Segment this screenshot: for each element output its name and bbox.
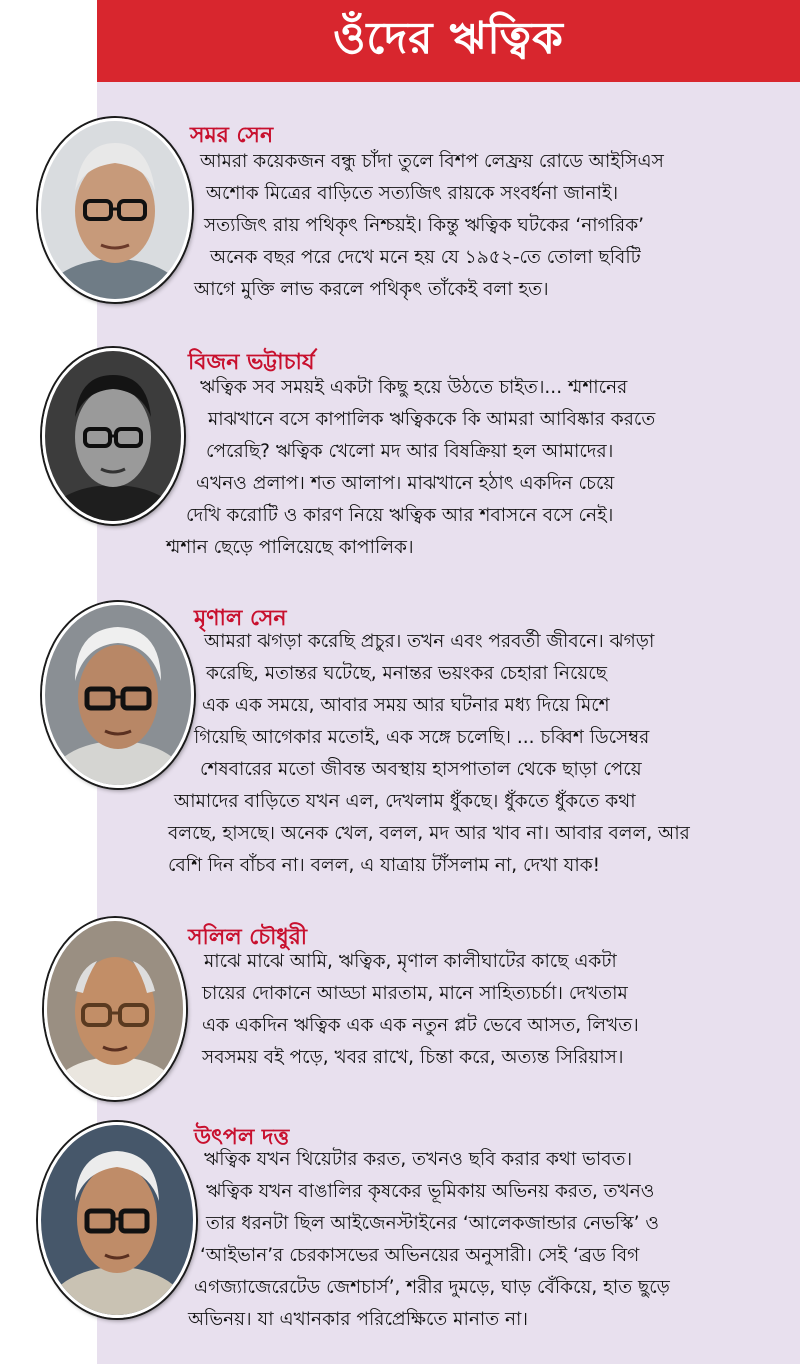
- quote-line: ‘আইভান’র চেরকাসভের অভিনয়ের অনুসারী। সেই ‘ব্রড বিগ: [200, 1245, 640, 1266]
- page-title: ওঁদের ঋত্বিক: [333, 12, 564, 64]
- quote-line: অনেক বছর পরে দেখে মনে হয় যে ১৯৫২-তে তোলা ছবিটি: [210, 247, 641, 268]
- portrait-samar-sen: [38, 118, 192, 302]
- quote-line: সত্যজিৎ রায় পথিকৃৎ নিশ্চয়ই। কিন্তু ঋত্বিক ঘটকের ‘নাগরিক’: [204, 215, 645, 236]
- quote-line: আগে মুক্তি লাভ করলে পথিকৃৎ তাঁকেই বলা হত।: [194, 279, 549, 300]
- quote-line: মাঝখানে বসে কাপালিক ঋত্বিককে কি আমরা আবিষ্কার করতে: [208, 409, 656, 430]
- quote-line: ঋত্বিক যখন থিয়েটার করত, তখনও ছবি করার কথা ভাবত।: [204, 1149, 633, 1170]
- quote-line: অশোক মিত্রের বাড়িতে সত্যজিৎ রায়কে সংবর্ধনা জানাই।: [206, 183, 619, 204]
- quote-text: [168, 626, 690, 882]
- quote-line: মাঝে মাঝে আমি, ঋত্বিক, মৃণাল কালীঘাটের কাছে একটা: [204, 951, 617, 972]
- quote-line: পেরেছি? ঋত্বিক খেলো মদ আর বিষক্রিয়া হল আমাদের।: [206, 441, 614, 462]
- quote-line: বলছে, হাসছে। অনেক খেল, বলল, মদ আর খাব না। আবার বলল, আর: [168, 823, 690, 844]
- quote-text: [166, 372, 656, 564]
- quote-line: অভিনয়। যা এখানকার পরিপ্রেক্ষিতে মানাত না।: [188, 1309, 529, 1330]
- person-name: বিজন ভট্টাচার্য: [188, 350, 315, 375]
- portrait-mrinal-sen: [42, 602, 194, 788]
- quote-text: [188, 1144, 670, 1336]
- quote-line: ঋত্বিক সব সময়ই একটা কিছু হয়ে উঠতে চাইত।... শ্মশানের: [200, 377, 628, 398]
- quote-line: এখনও প্রলাপ। শত আলাপ। মাঝখানে হঠাৎ একদিন চেয়ে: [196, 473, 615, 494]
- quote-line: এগজ্যাজেরেটেড জেশচার্স’, শরীর দুমড়ে, ঘাড় বেঁকিয়ে, হাত ছুড়ে: [194, 1277, 670, 1298]
- portrait-utpal-dutt: [38, 1122, 196, 1318]
- quote-text: [204, 946, 639, 1074]
- quote-line: ঋত্বিক যখন বাঙালির কৃষকের ভূমিকায় অভিনয় করত, তখনও: [206, 1181, 655, 1202]
- quote-line: আমাদের বাড়িতে যখন এল, দেখলাম ধুঁকছে। ধুঁকতে ধুঁকতে কথা: [174, 791, 636, 812]
- person-name: উৎপল দত্ত: [194, 1125, 290, 1150]
- quote-line: করেছি, মতান্তর ঘটেছে, মনান্তর ভয়ংকর চেহারা নিয়েছে: [206, 663, 607, 684]
- quote-line: চায়ের দোকানে আড্ডা মারতাম, মানে সাহিত্যচর্চা। দেখতাম: [202, 983, 628, 1004]
- person-name: সলিল চৌধুরী: [188, 925, 308, 950]
- title-bar: [97, 0, 800, 82]
- quote-line: তার ধরনটা ছিল আইজেনস্টাইনের ‘আলেকজান্ডার নেভস্কি’ ও: [206, 1213, 659, 1234]
- portrait-salil-chowdhury: [44, 918, 186, 1100]
- quote-line: সবসময় বই পড়ে, খবর রাখে, চিন্তা করে, অত্যন্ত সিরিয়াস।: [202, 1047, 624, 1068]
- quote-line: গিয়েছি আগেকার মতোই, এক সঙ্গে চলেছি। ... চব্বিশ ডিসেম্বর: [194, 727, 650, 748]
- quote-line: বেশি দিন বাঁচব না। বলল, এ যাত্রায় টাঁসলাম না, দেখা যাক!: [168, 855, 601, 876]
- quote-text: [194, 146, 664, 306]
- quote-line: শেষবারের মতো জীবন্ত অবস্থায় হাসপাতাল থেকে ছাড়া পেয়ে: [200, 759, 642, 780]
- quote-line: শ্মশান ছেড়ে পালিয়েছে কাপালিক।: [166, 537, 414, 558]
- person-name: মৃণাল সেন: [194, 606, 287, 631]
- quote-line: আমরা ঝগড়া করেছি প্রচুর। তখন এবং পরবর্তী জীবনে। ঝগড়া: [204, 631, 655, 652]
- quote-line: আমরা কয়েকজন বন্ধু চাঁদা তুলে বিশপ লেফ্রয় রোডে আইসিএস: [200, 151, 664, 172]
- portrait-bijan-bhattacharya: [42, 348, 184, 524]
- person-name: সমর সেন: [190, 123, 274, 148]
- quote-line: দেখি করোটি ও কারণ নিয়ে ঋত্বিক আর শবাসনে বসে নেই।: [186, 505, 614, 526]
- quote-line: এক এক সময়ে, আবার সময় আর ঘটনার মধ্য দিয়ে মিশে: [202, 695, 610, 716]
- quote-line: এক একদিন ঋত্বিক এক এক নতুন প্লট ভেবে আসত, লিখত।: [202, 1015, 639, 1036]
